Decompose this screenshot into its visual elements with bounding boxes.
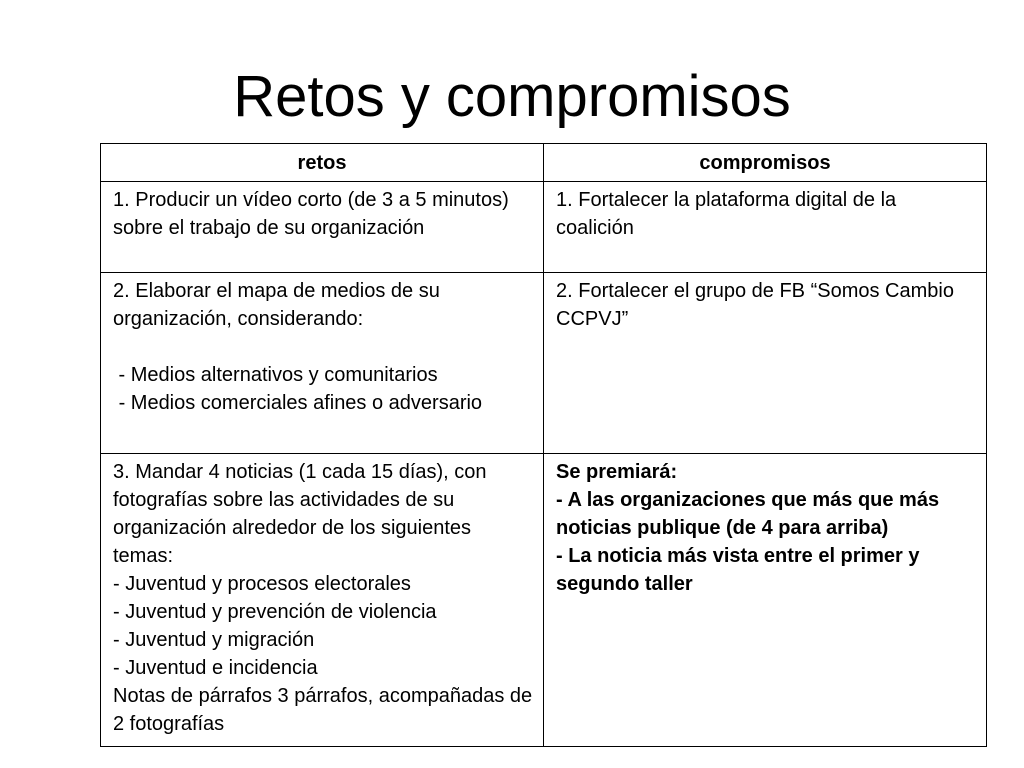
reto-3-topic-2: - Juventud y prevención de violencia	[113, 601, 437, 623]
reto-3-cell	[101, 454, 544, 747]
compromiso-2-cell	[544, 273, 987, 454]
reto-2-text: 2. Elaborar el mapa de medios de su organización, considerando:	[113, 280, 440, 330]
reto-1-text: 1. Producir un vídeo corto (de 3 a 5 minutos) sobre el trabajo de su organización	[113, 189, 509, 239]
prize-item-1: - A las organizaciones que más que más noticias publique (de 4 para arriba)	[556, 489, 940, 539]
header-compromisos: compromisos	[544, 144, 987, 182]
table-row	[101, 182, 987, 273]
challenges-table	[100, 143, 987, 747]
header-retos: retos	[101, 144, 544, 182]
reto-2-bullet-1: - Medios alternativos y comunitarios	[113, 364, 438, 386]
reto-2-spacer	[113, 333, 533, 361]
prize-heading: Se premiará:	[556, 461, 678, 483]
compromiso-2-text: 2. Fortalecer el grupo de FB “Somos Cambio CCPVJ”	[556, 280, 954, 330]
reto-3-text: 3. Mandar 4 noticias (1 cada 15 días), con fotografías sobre las actividades de su organización alrededor de los siguientes temas:	[113, 461, 487, 567]
reto-3-topic-1: - Juventud y procesos electorales	[113, 573, 411, 595]
slide-title: Retos y compromisos	[233, 64, 791, 129]
prize-item-2: - La noticia más vista entre el primer y segundo taller	[556, 545, 920, 595]
reto-2-bullet-2: - Medios comerciales afines o adversario	[113, 392, 483, 414]
reto-3-notes: Notas de párrafos 3 párrafos, acompañadas de 2 fotografías	[113, 685, 533, 735]
reto-3-topic-3: - Juventud y migración	[113, 629, 315, 651]
compromiso-1-cell	[544, 182, 987, 273]
table-row	[101, 273, 987, 454]
prize-cell	[544, 454, 987, 747]
table-row	[101, 454, 987, 747]
reto-3-topic-4: - Juventud e incidencia	[113, 657, 318, 679]
compromiso-1-text: 1. Fortalecer la plataforma digital de la coalición	[556, 189, 897, 239]
reto-1-cell	[101, 182, 544, 273]
reto-2-cell	[101, 273, 544, 454]
table-header-row	[101, 144, 987, 182]
